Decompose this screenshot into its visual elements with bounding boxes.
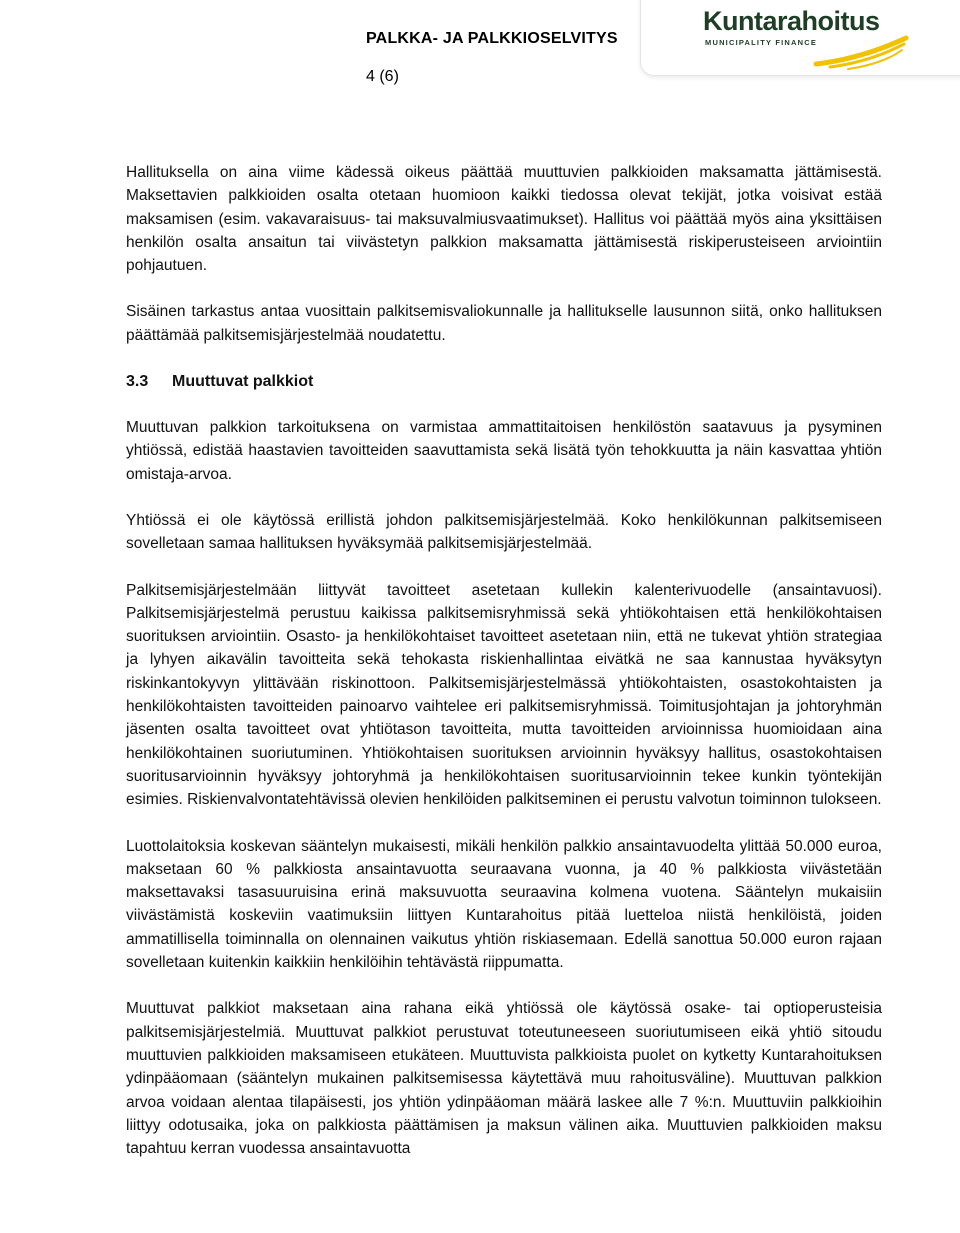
paragraph-board-authority: Hallituksella on aina viime kädessä oikeus päättää muuttuvien palkkioiden maksamatta jättämisestä. Maksettavien palkkioiden osalta otetaan huomioon kaikki tiedossa olevat tekijät, jotka voisivat estää maksamisen (esim. vakavaraisuus- tai maksuvalmiusvaatimukset). Hallitus voi päättää myös aina yksittäisen henkilön osalta ansaitun tai viivästetyn palkkion maksamatta jättämisestä riskiperusteiseen arviointiin pohjautuen. (126, 164, 882, 275)
paragraph-regulation: Luottolaitoksia koskevan sääntelyn mukaisesti, mikäli henkilön palkkio ansaintavuodelta ylittää 50.000 euroa, maksetaan 60 % palkkiosta ansaintavuotta seuraavana vuonna, ja 40 % palkkiosta viivästetään maksettavaksi tasasuuruisina erinä maksuvuotta seuraavina kolmena vuotena. Sääntelyn mukaisiin viivästämistä koskeviin vaatimuksiin liittyen Kuntarahoitus pitää luetteloa niistä henkilöistä, joiden ammatillisella toiminnalla on olennainen vaikutus yhtiön riskiasemaan. Edellä sanottua 50.000 euron rajaan sovelletaan kuitenkin kaikkiin henkilöihin tehtävästä riippumatta. (126, 837, 882, 972)
logo-name: Kuntarahoitus (703, 6, 880, 36)
section-heading (126, 370, 882, 393)
document-body (126, 161, 882, 1183)
section-title: Muuttuvat palkkiot (172, 373, 314, 391)
paragraph-internal-audit: Sisäinen tarkastus antaa vuosittain palkitsemisvaliokunnalle ja hallitukselle lausunnon siitä, onko hallituksen päättämää palkitsemisjärjestelmää noudatettu. (126, 303, 882, 344)
paragraph-payment: Muuttuvat palkkiot maksetaan aina rahana eikä yhtiössä ole käytössä osake- tai optioperusteisia palkitsemisjärjestelmiä. Muuttuvat palkkiot perustuvat toteutuneeseen suoriutumiseen eikä yhtiö sitoudu muuttuvien palkkioiden maksamiseen etukäteen. Muuttuvista palkkioista puolet on kytketty Kuntarahoituksen ydinpääomaan (sääntelyn mukainen palkitsemisessa käytettävä muu rahoitusväline). Muuttuvan palkkion arvoa voidaan alentaa tilapäisesti, jos yhtiön ydinpääoman määrä laskee alle 7 %:n. Muuttuviin palkkioihin liittyy odotusaika, joka on palkkiosta päättämisen ja maksun välinen aika. Muuttuvien palkkioiden maksu tapahtuu kerran vuodessa ansaintavuotta (126, 1000, 882, 1158)
document-title: PALKKA- JA PALKKIOSELVITYS (366, 30, 618, 47)
logo-subtitle: MUNICIPALITY FINANCE (705, 38, 818, 47)
section-number: 3.3 (126, 373, 149, 391)
paragraph-system: Yhtiössä ei ole käytössä erillistä johdon palkitsemisjärjestelmää. Koko henkilökunnan palkitsemiseen sovelletaan samaa hallituksen hyväksymää palkitsemisjärjestelmää. (126, 511, 882, 553)
kuntarahoitus-logo (700, 6, 910, 68)
page-number: 4 (6) (366, 68, 399, 85)
paragraph-purpose: Muuttuvan palkkion tarkoituksena on varmistaa ammattitaitoisen henkilöstön saatavuus ja pysyminen yhtiössä, edistää haastavien tavoitteiden saavuttamista sekä lisätä työn tehokkuutta ja näin kasvattaa yhtiön omistaja-arvoa. (126, 419, 882, 483)
logo-swoosh-icon (810, 34, 910, 70)
paragraph-targets: Palkitsemisjärjestelmään liittyvät tavoitteet asetetaan kullekin kalenterivuodelle (ansaintavuosi). Palkitsemisjärjestelmä perustuu kaikissa palkitsemisryhmissä sekä yhtiökohtaisen että henkilökohtaisen suorituksen arviointiin. Osasto- ja henkilökohtaiset tavoitteet asetetaan niin, että ne tukevat yhtiön strategiaa ja lyhyen aikavälin tavoitteita sekä tehokasta riskienhallintaa eivätkä ne saa kannustaa hyväksytyn riskinkantokyvyn ylittävään riskinottoon. Palkitsemisjärjestelmässä yhtiökohtaisten, osastokohtaisten ja henkilökohtaisten tavoitteiden painoarvo vaihtelee eri palkitsemisryhmissä. Toimitusjohtajan ja johtoryhmän jäsenten osalta tavoitteet ovat yhtiötason tavoitteita, mutta tavoitteiden arvioinnissa huomioidaan aina henkilökohtainen suoriutuminen. Yhtiökohtaisen suorituksen arvioinnin hyväksyy hallitus, osastokohtaisen suoritusarvioinnin hyväksyy johtoryhmä ja henkilökohtaisen suoritusarvioinnin tekee kunkin työntekijän esimies. Riskienvalvontatehtävissä olevien henkilöiden palkitseminen ei perustu valvotun toiminnon tulokseen. (126, 581, 882, 809)
